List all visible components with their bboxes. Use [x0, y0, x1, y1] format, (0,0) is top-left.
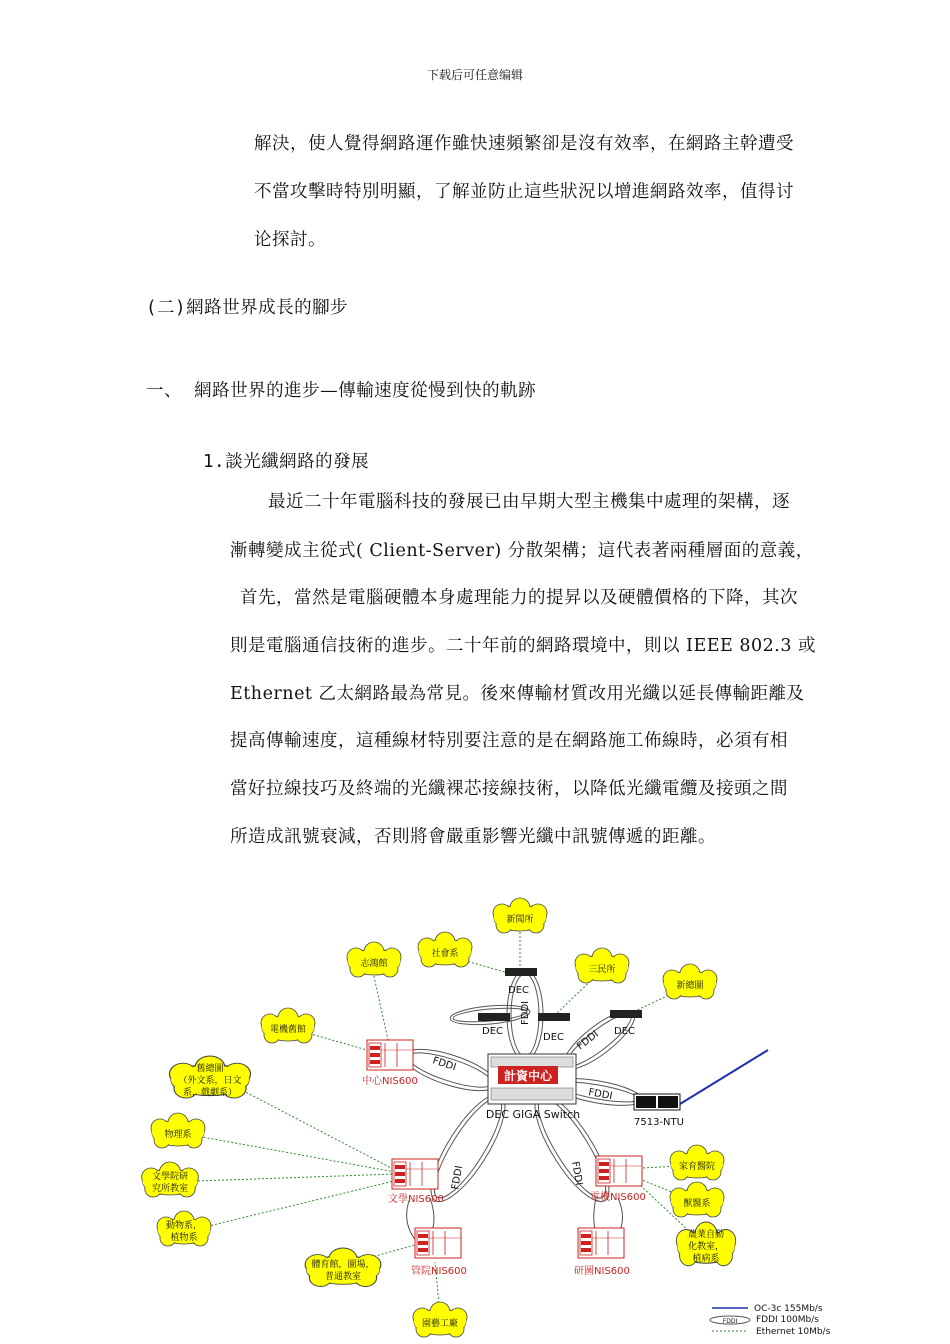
node-label-arts: 文學NIS600	[388, 1194, 444, 1205]
dec-label-left: DEC	[482, 1026, 504, 1037]
paragraph1-line-1: 解決，使人覺得網路運作雖快速頻繁卻是沒有效率，在網路主幹遭受	[254, 134, 794, 154]
dec-label-right: DEC	[614, 1026, 636, 1037]
node-label-research: 研圖NIS600	[574, 1266, 630, 1277]
paragraph2-line-8: 所造成訊號衰減，否則將會嚴重影響光纖中訊號傳遞的距離。	[230, 827, 716, 847]
cloud-label-sanmin: 三民所	[588, 965, 616, 975]
paragraph2-line-6: 提高傳輸速度，這種線材特別要注意的是在網路施工佈線時，必須有相	[230, 731, 788, 751]
cloud-label-agri-auto: 農業自動	[687, 1230, 725, 1240]
fddi-label-electrical: FDDI	[569, 1160, 585, 1187]
cloud-label-arts-research: 文學院研	[151, 1172, 189, 1182]
dec-label-top: DEC	[508, 985, 530, 996]
cloud-label-zhihong: 志鴻館	[360, 959, 388, 969]
cloud-label-old-library: 舊總圖	[196, 1064, 224, 1074]
paragraph2-line-3: 首先，當然是電腦硬體本身處理能力的提昇以及硬體價格的下降，其次	[240, 588, 798, 608]
chapter-heading: 一、 網路世界的進步—傳輸速度從慢到快的軌跡	[146, 381, 537, 401]
fddi-label-router: FDDI	[587, 1087, 614, 1103]
paragraph2-line-2: 漸轉變成主從式( Client-Server) 分散架構；這代表著兩種層面的意義，	[230, 541, 814, 561]
cloud-label-physics: 物理系	[164, 1130, 192, 1140]
cloud-label-sociology: 社會系	[431, 949, 459, 959]
section-heading: (二)網路世界成長的腳步	[146, 298, 349, 318]
node-label-electrical: 電機NIS600	[590, 1192, 646, 1203]
fddi-label-dec: FDDI	[575, 1028, 601, 1053]
fddi-label-center: FDDI	[431, 1055, 458, 1074]
paragraph1-line-2: 不當攻擊時特別明顯，了解並防止這些狀況以增進網路效率，值得讨	[254, 182, 794, 202]
legend-fddi-box: FDDI	[722, 1318, 738, 1325]
cloud-label-vet-hospital: 家育醫院	[678, 1162, 716, 1172]
paragraph2-line-5: Ethernet 乙太網路最為常見。後來傳輸材質改用光纖以延長傳輸距離及	[230, 684, 805, 704]
dec-label-mid: DEC	[543, 1032, 565, 1043]
network-diagram	[0, 880, 950, 1344]
cloud-label-plant-pathology: 植病系	[692, 1254, 720, 1264]
node-label-router: 7513-NTU	[634, 1117, 684, 1128]
cloud-label-agri-auto-2: 化教室，	[687, 1242, 725, 1252]
node-label-center: 中心NIS600	[362, 1076, 418, 1087]
node-label-management: 管院NIS600	[411, 1266, 467, 1277]
cloud-label-new-library: 新總圖	[676, 981, 704, 991]
cloud-label-ee-old: 電機舊館	[269, 1025, 307, 1035]
fddi-label-vertical: FDDI	[520, 1000, 531, 1025]
cloud-label-zoology: 動物系，	[165, 1221, 203, 1231]
cloud-label-old-library-3: 系，戲劇系）	[182, 1088, 238, 1098]
paragraph2-line-4: 則是電腦通信技術的進步。二十年前的網路環境中，則以 IEEE 802.3 或	[230, 636, 817, 656]
cloud-label-gym: 體育館，圖場，	[311, 1260, 375, 1270]
legend-ethernet: Ethernet 10Mb/s	[756, 1327, 831, 1337]
paragraph2-line-1: 最近二十年電腦科技的發展已由早期大型主機集中處理的架構，逐	[268, 492, 790, 512]
cloud-label-journalism: 新聞所	[506, 915, 534, 925]
paragraph1-line-3: 论探討。	[254, 230, 326, 250]
switch-label: DEC GIGA Switch	[485, 1108, 581, 1121]
cloud-label-horticulture: 園藝工廠	[421, 1319, 459, 1329]
center-label: 計資中心	[503, 1069, 553, 1083]
cloud-label-botany: 植物系	[170, 1233, 198, 1243]
page-header: 下载后可任意编辑	[426, 68, 523, 82]
paragraph2-line-7: 當好拉線技巧及終端的光纖裸芯接線技術，以降低光纖電纜及接頭之間	[230, 779, 788, 799]
legend-oc3c: OC-3c 155Mb/s	[754, 1304, 823, 1314]
cloud-label-vet: 獸醫系	[683, 1199, 711, 1209]
subsection-heading: 1.談光纖網路的發展	[203, 452, 370, 472]
cloud-label-classroom: 普通教室	[324, 1272, 362, 1282]
legend-fddi: FDDI 100Mb/s	[756, 1315, 819, 1325]
cloud-label-old-library-2: （外文系，日文	[178, 1076, 242, 1086]
fddi-label-arts: FDDI	[450, 1164, 466, 1191]
cloud-label-arts-research-2: 究所教室	[151, 1184, 189, 1194]
legend	[710, 1304, 831, 1337]
